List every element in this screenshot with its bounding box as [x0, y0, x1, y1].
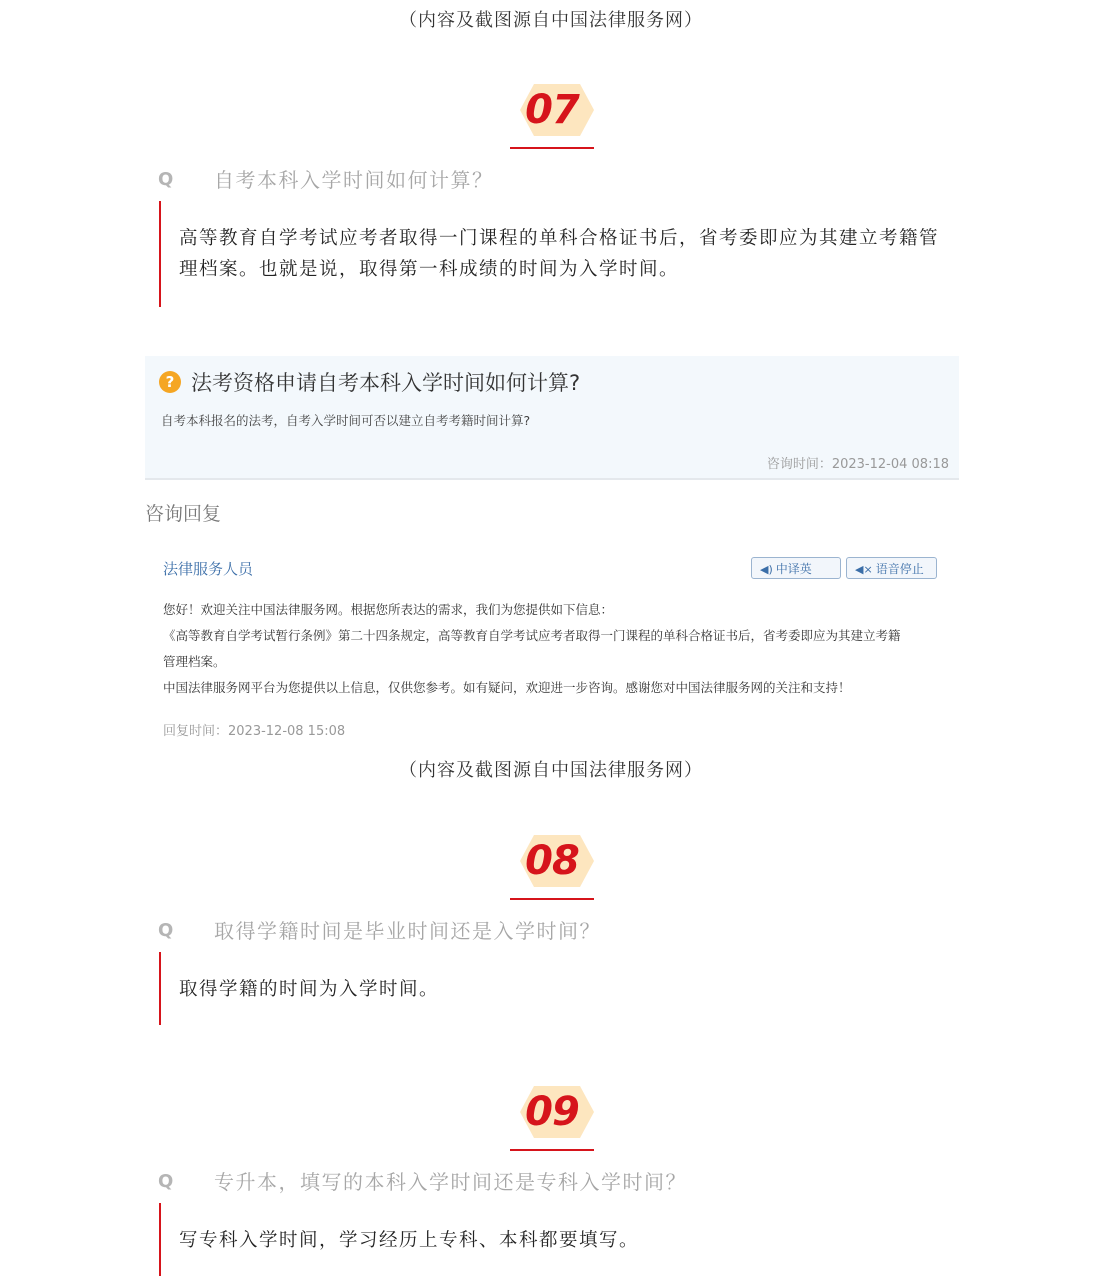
section-number-badge: [510, 84, 594, 150]
section-number-badge: [510, 835, 594, 901]
translate-button[interactable]: [751, 557, 841, 579]
section-number: 09: [525, 1089, 579, 1135]
voice-stop-button-label: 语音停止: [875, 562, 924, 576]
voice-stop-button[interactable]: [846, 557, 937, 579]
source-caption: （内容及截图源自中国法律服务网）: [399, 10, 703, 31]
q-mark: Q: [158, 920, 174, 941]
consultation-title: 法考资格申请自考本科入学时间如何计算?: [191, 371, 581, 395]
question-icon: ?: [159, 371, 181, 393]
section-underline: [510, 147, 594, 149]
reply-line: 管理档案。: [163, 654, 226, 669]
reply-time: 回复时间：2023-12-08 15:08: [163, 724, 346, 739]
consultation-subtitle: 自考本科报名的法考，自考入学时间可否以建立自考考籍时间计算?: [161, 413, 531, 428]
reply-heading: 咨询回复: [145, 503, 222, 525]
reply-line: 您好！欢迎关注中国法律服务网。根据您所表达的需求，我们为您提供如下信息：: [163, 602, 614, 617]
section-number: 08: [525, 838, 579, 884]
source-caption: （内容及截图源自中国法律服务网）: [399, 760, 703, 781]
answer-block: [159, 1203, 640, 1276]
answer-text: 高等教育自学考试应考者取得一门课程的单科合格证书后，省考委即应为其建立考籍管理档案。也就是说，取得第一科成绩的时间为入学时间。: [179, 228, 940, 280]
translate-button-label: 中译英: [775, 562, 812, 576]
answer-text: 取得学籍的时间为入学时间。: [179, 979, 440, 1000]
answer-block: [159, 201, 940, 307]
section-number: 07: [525, 87, 579, 133]
reply-line: 中国法律服务网平台为您提供以上信息，仅供您参考。如有疑问，欢迎进一步咨询。感谢您对中国法律服务网的关注和支持！: [163, 680, 851, 695]
answer-text: 写专科入学时间，学习经历上专科、本科都要填写。: [179, 1230, 640, 1251]
question-text: 取得学籍时间是毕业时间还是入学时间？: [214, 919, 601, 943]
reply-line: 《高等教育自学考试暂行条例》第二十四条规定，高等教育自学考试应考者取得一门课程的单科合格证书后，省考委即应为其建立考籍: [163, 628, 901, 643]
section-underline: [510, 898, 594, 900]
consultation-header: [145, 356, 959, 480]
consultation-time: 咨询时间：2023-12-04 08:18: [766, 457, 949, 472]
question-text: 自考本科入学时间如何计算？: [214, 168, 494, 192]
section-number-badge: [510, 1086, 594, 1152]
staff-label[interactable]: 法律服务人员: [163, 560, 254, 578]
question-text: 专升本，填写的本科入学时间还是专科入学时间？: [214, 1170, 687, 1194]
answer-block: [159, 952, 440, 1025]
speaker-icon: ◀): [760, 563, 773, 576]
mute-icon: ◀×: [855, 563, 873, 576]
q-mark: Q: [158, 169, 174, 190]
section-underline: [510, 1149, 594, 1151]
consultation-screenshot: [145, 356, 959, 746]
q-mark: Q: [158, 1171, 174, 1192]
